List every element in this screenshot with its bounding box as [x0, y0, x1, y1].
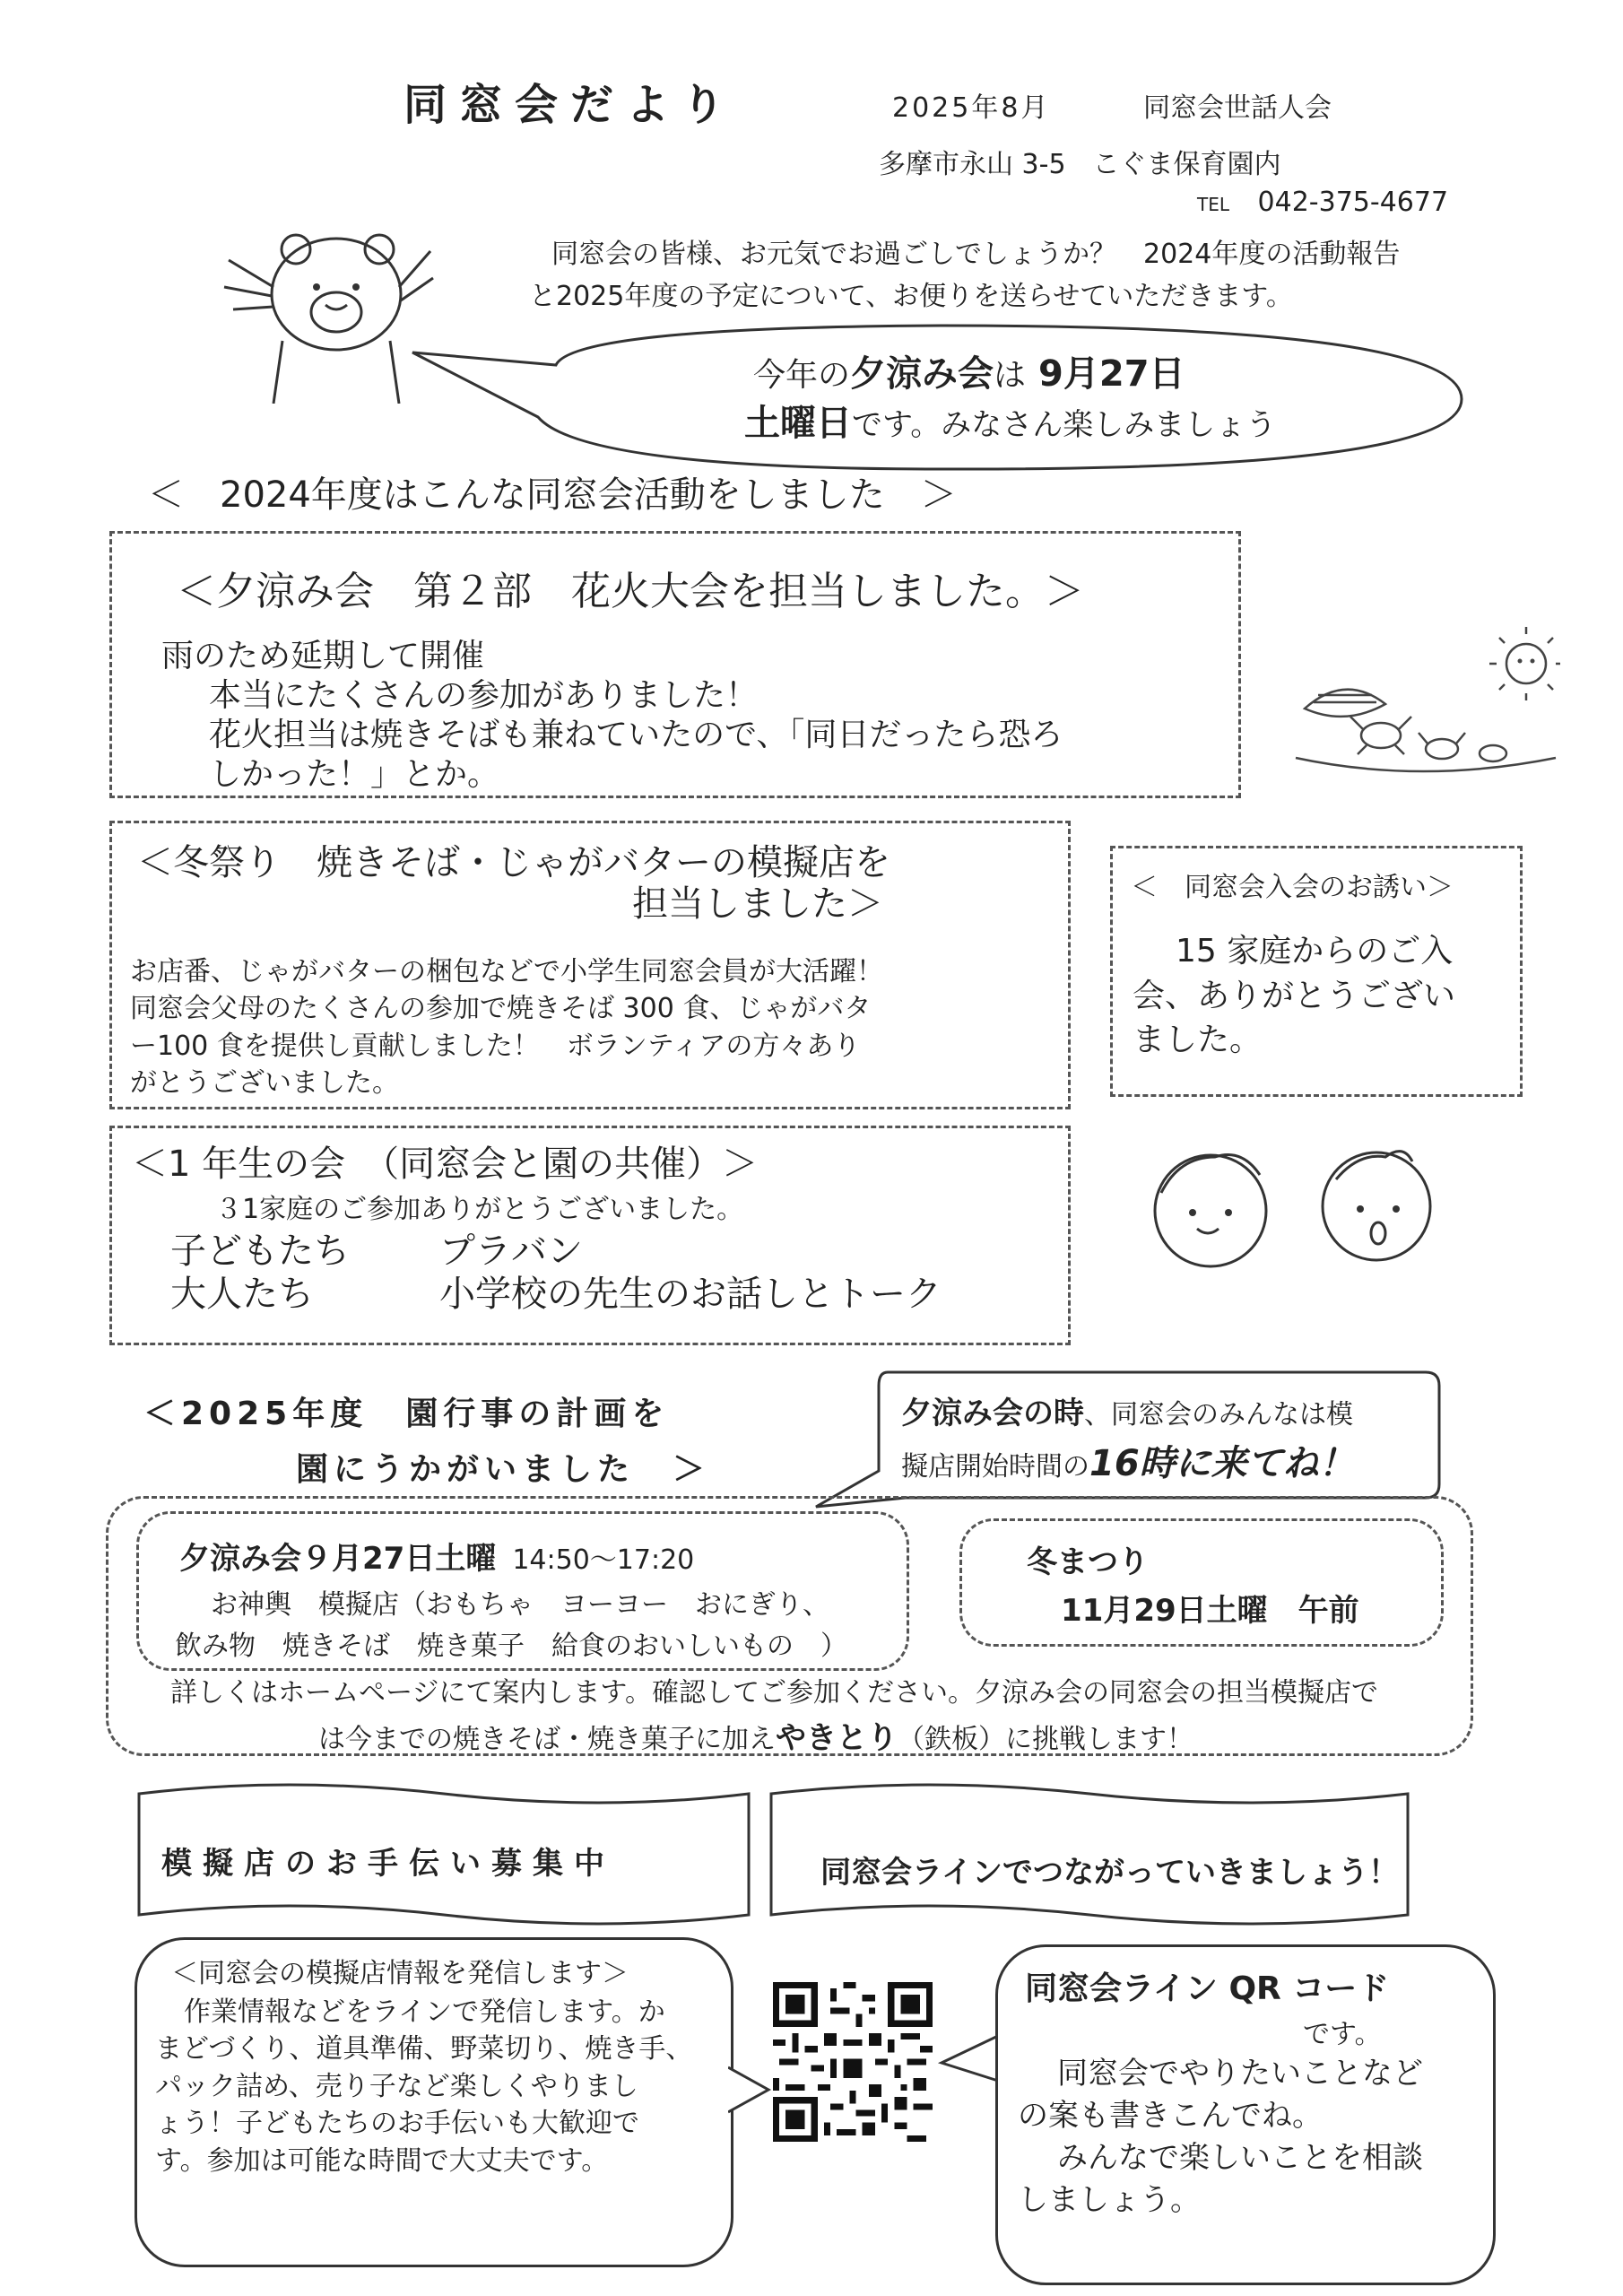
summer-event-box	[136, 1511, 909, 1671]
stall-info-line-4: ょう！子どもたちのお手伝いも大歓迎で	[155, 2108, 639, 2140]
invite-title: ＜ 同窓会入会のお誘い＞	[1131, 872, 1454, 903]
stall-info-bubble-tail	[728, 2063, 773, 2117]
bubble-line-1: 今年の夕涼み会は 9月27日	[753, 353, 1185, 395]
stall-info-body	[155, 1994, 692, 2179]
line-qr-bubble	[995, 1944, 1496, 2285]
stall-info-title: ＜同窓会の模擬店情報を発信します＞	[171, 1958, 629, 1989]
winter-body	[130, 953, 883, 1102]
first-grade-line-1: ３1家庭のご参加ありがとうございました。	[215, 1194, 744, 1225]
first-grade-report-box	[109, 1126, 1071, 1345]
tel-label: TEL	[1197, 194, 1229, 215]
children-faces-illustration	[1134, 1130, 1457, 1274]
callout-time: 16時に来てね！	[1089, 1443, 1355, 1484]
summer-title-row	[179, 1534, 694, 1578]
summer-event-title: 夕涼み会９月27日土曜	[179, 1541, 497, 1577]
kids-activity: プラバン	[439, 1231, 583, 1272]
issue-date: 2025年8月	[892, 92, 1051, 124]
tel-number: 042-375-4677	[1257, 187, 1449, 218]
winter-festival-report-box	[109, 821, 1071, 1109]
winter-line-3: ー100 食を提供し貢献しました！ ボランティアの方々あり	[130, 1030, 861, 1062]
line-qr-line-1: 同窓会でやりたいことなど	[1057, 2056, 1423, 2092]
winter-event-title: 冬まつり	[1027, 1544, 1149, 1580]
stall-info-line-5: す。参加は可能な時間で大丈夫です。	[155, 2144, 609, 2177]
event-name: 夕涼み会	[850, 353, 994, 395]
helper-banner-text: 模擬店のお手伝い募集中	[161, 1846, 615, 1882]
beach-crab-illustration	[1291, 623, 1560, 785]
winter-line-2: 同窓会父母のたくさんの参加で焼きそば 300 食、じゃがバタ	[130, 993, 872, 1025]
invite-line-3: ました。	[1133, 1022, 1263, 1059]
first-grade-title: ＜1 年生の会 （同窓会と園の共催）＞	[132, 1144, 759, 1185]
line-bubble-tail	[937, 2027, 1000, 2090]
winter-title-2: 担当しました＞	[632, 883, 883, 925]
bubble-line-2: 土曜日です。みなさん楽しみましょう	[744, 403, 1277, 444]
fireworks-line-3: 花火担当は焼きそばも兼ねていたので、「同日だったら恐ろ	[209, 717, 1063, 753]
line-qr-line-0: です。	[1303, 2019, 1382, 2050]
membership-invite-box	[1110, 846, 1523, 1097]
fireworks-line-4: しかった！」とか。	[209, 756, 500, 793]
line-qr-line-2: の案も書きこんでね。	[1018, 2097, 1323, 2134]
report-heading: ＜ 2024年度はこんな同窓会活動をしました ＞	[148, 474, 957, 516]
summer-line-1: お神輿 模擬店（おもちゃ ヨーヨー おにぎり、	[211, 1589, 829, 1621]
summer-line-2: 飲み物 焼きそば 焼き菓子 給食のおいしいもの ）	[175, 1631, 847, 1662]
fireworks-title: ＜夕涼み会 第２部 花火大会を担当しました。＞	[177, 569, 1084, 614]
adults-activity: 小学校の先生のお話しとトーク	[439, 1274, 942, 1315]
plan-heading-1: ＜2025年度 園行事の計画を	[143, 1396, 670, 1432]
event-date: 9月27日	[1038, 353, 1185, 395]
stall-info-line-1: 作業情報などをラインで発信します。か	[184, 1996, 665, 2028]
line-qr-body	[1018, 2053, 1423, 2222]
callout-line-1: 夕涼み会の時、同窓会のみんなは模	[901, 1396, 1353, 1431]
stall-info-line-3: パック詰め、売り子など楽しくやりまし	[155, 2070, 638, 2102]
fireworks-report-box	[109, 531, 1241, 798]
event-day: 土曜日	[744, 403, 852, 444]
adults-label: 大人たち	[170, 1274, 314, 1315]
organization-name: 同窓会世話人会	[1143, 92, 1332, 124]
intro-line-2: と2025年度の予定について、お便りを送らせていただきます。	[529, 281, 1293, 312]
fireworks-line-2: 本当にたくさんの参加がありました！	[209, 677, 759, 714]
winter-line-4: がとうございました。	[130, 1067, 399, 1100]
events-note-line-2: は今までの焼きそば・焼き菓子に加えやきとり（鉄板）に挑戦します！	[318, 1720, 1193, 1756]
events-note-line-1: 詳しくはホームページにて案内します。確認してご参加ください。夕涼み会の同窓会の担当模擬店で	[170, 1677, 1378, 1709]
invite-line-1: 15 家庭からのご入	[1176, 933, 1454, 970]
winter-title-1: ＜冬祭り 焼きそば・じゃがバターの模擬店を	[137, 842, 890, 883]
callout-line-2: 擬店開始時間の16時に来てね！	[901, 1443, 1355, 1484]
line-qr-title: 同窓会ライン QR コード	[1025, 1970, 1390, 2007]
address: 多摩市永山 3-5 こぐま保育園内	[879, 149, 1281, 180]
invite-line-2: 会、ありがとうござい	[1133, 977, 1456, 1014]
summer-event-time: 14:50～17:20	[512, 1544, 695, 1576]
line-banner-text: 同窓会ラインでつながっていきましょう！	[820, 1855, 1399, 1891]
winter-line-1: お店番、じゃがバターの梱包などで小学生同窓会員が大活躍！	[130, 956, 883, 987]
yakitori-highlight: やきとり	[776, 1720, 898, 1756]
bear-illustration	[220, 224, 435, 404]
stall-info-line-2: まどづくり、道具準備、野菜切り、焼き手、	[155, 2033, 693, 2066]
winter-event-date: 11月29日土曜 午前	[1061, 1593, 1359, 1629]
line-qr-line-4: しましょう。	[1018, 2181, 1201, 2218]
kids-label: 子どもたち	[170, 1231, 350, 1272]
plan-heading-2: 園にうかがいました ＞	[296, 1451, 711, 1488]
callout-event: 夕涼み会の時	[901, 1396, 1084, 1431]
fireworks-line-1: 雨のため延期して開催	[161, 638, 485, 674]
qr-code-icon[interactable]	[773, 1982, 933, 2142]
intro-line-1: 同窓会の皆様、お元気でお過ごしでしょうか？ 2024年度の活動報告	[551, 239, 1401, 270]
line-qr-line-3: みんなで楽しいことを相談	[1057, 2139, 1423, 2176]
tel	[1197, 187, 1448, 218]
stall-info-bubble	[135, 1937, 733, 2267]
invite-body	[1133, 929, 1455, 1063]
winter-event-box	[959, 1518, 1444, 1647]
newsletter-title: 同窓会だより	[404, 80, 738, 130]
